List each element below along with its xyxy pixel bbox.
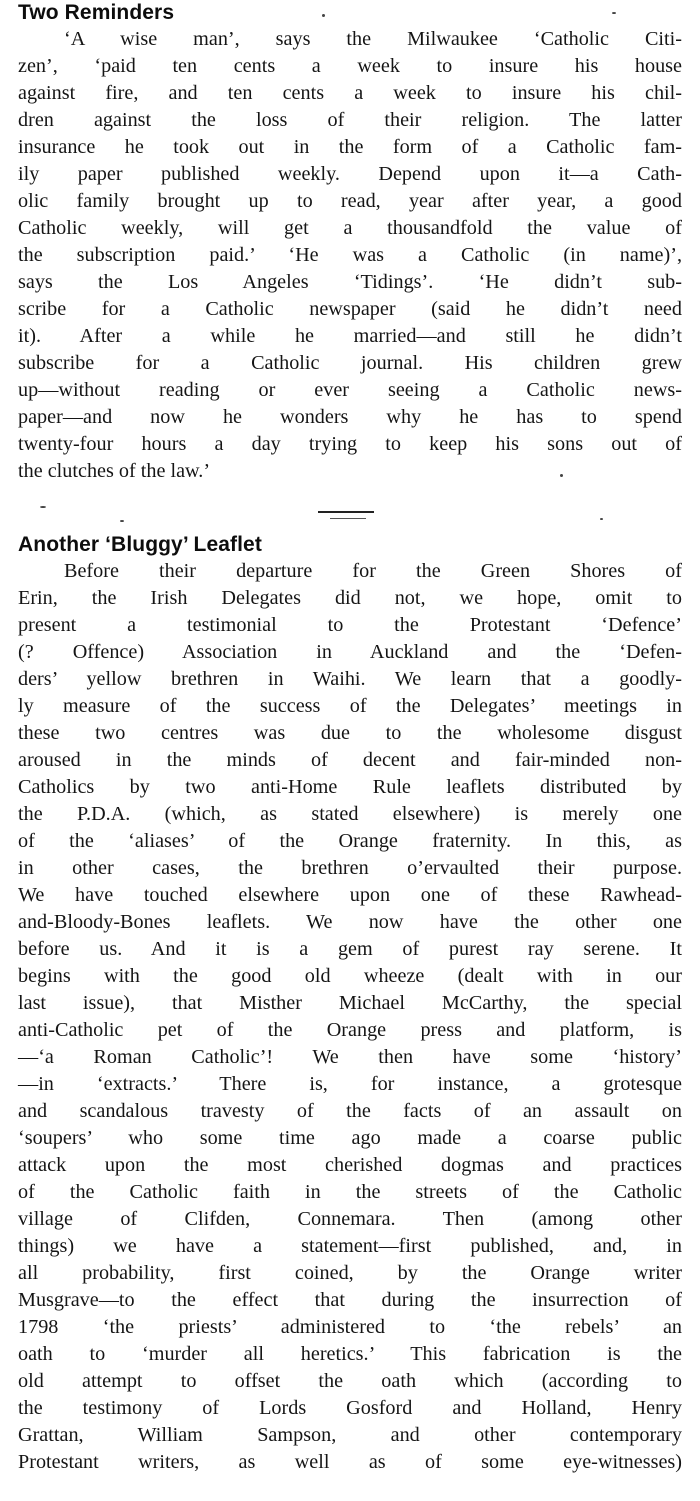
text-line: all probability, first coined, by the Orange writer	[18, 1262, 682, 1284]
text-line: dren against the loss of their religion. The latter	[18, 109, 682, 131]
section-divider-rule-short	[330, 518, 366, 519]
text-line: twenty-four hours a day trying to keep his sons out of	[18, 433, 682, 455]
text-line: ly measure of the success of the Delegates’ meetings in	[18, 695, 682, 717]
article-body	[18, 26, 682, 485]
print-speck	[600, 518, 603, 520]
text-line: ‘A wise man’, says the Milwaukee ‘Catholic Citi-	[64, 28, 682, 50]
text-line: aroused in the minds of decent and fair-minded non-	[18, 749, 682, 771]
text-line: zen’, ‘paid ten cents a week to insure his house	[18, 55, 682, 77]
text-line: anti-Catholic pet of the Orange press and platform, is	[18, 1019, 682, 1041]
text-line: it). After a while he married—and still he didn’t	[18, 325, 682, 347]
text-line: begins with the good old wheeze (dealt with in our	[18, 965, 682, 987]
text-line: these two centres was due to the wholesome disgust	[18, 722, 682, 744]
text-line: ily paper published weekly. Depend upon it—a Cath-	[18, 163, 682, 185]
article-body	[18, 558, 682, 1476]
text-line: (? Offence) Association in Auckland and the ‘Defen-	[18, 641, 682, 663]
text-line: the subscription paid.’ ‘He was a Catholic (in name)’,	[18, 244, 682, 266]
text-line: present a testimonial to the Protestant ‘Defence’	[18, 614, 682, 636]
text-line: and scandalous travesty of the facts of an assault on	[18, 1100, 682, 1122]
print-speck	[40, 506, 46, 508]
text-line: scribe for a Catholic newspaper (said he didn’t need	[18, 298, 682, 320]
text-line: Before their departure for the Green Shores of	[64, 560, 682, 582]
text-line: paper—and now he wonders why he has to spend	[18, 406, 682, 428]
article-another-bluggy-leaflet	[18, 532, 682, 1476]
text-line: up—without reading or ever seeing a Catholic news-	[18, 379, 682, 401]
text-line: against fire, and ten cents a week to insure his chil-	[18, 82, 682, 104]
print-speck	[612, 12, 616, 14]
text-line: oath to ‘murder all heretics.’ This fabrication is the	[18, 1343, 682, 1365]
text-line: ‘soupers’ who some time ago made a coarse public	[18, 1127, 682, 1149]
text-line: Protestant writers, as well as of some eye-witnesses)	[18, 1451, 682, 1473]
text-line: Catholics by two anti-Home Rule leaflets distributed by	[18, 776, 682, 798]
text-line: olic family brought up to read, year after year, a good	[18, 190, 682, 212]
text-line: before us. And it is a gem of purest ray serene. It	[18, 938, 682, 960]
text-line: and-Bloody-Bones leaflets. We now have the other one	[18, 911, 682, 933]
text-line: subscribe for a Catholic journal. His children grew	[18, 352, 682, 374]
text-line: of the Catholic faith in the streets of the Catholic	[18, 1181, 682, 1203]
text-line: old attempt to offset the oath which (according to	[18, 1370, 682, 1392]
text-line: —in ‘extracts.’ There is, for instance, a grotesque	[18, 1073, 682, 1095]
text-line: the testimony of Lords Gosford and Holland, Henry	[18, 1397, 682, 1419]
text-line: things) we have a statement—first published, and, in	[18, 1235, 682, 1257]
text-line: the clutches of the law.’	[18, 460, 211, 482]
text-line: attack upon the most cherished dogmas and practices	[18, 1154, 682, 1176]
text-line: Grattan, William Sampson, and other contemporary	[18, 1424, 682, 1446]
print-speck	[560, 474, 563, 477]
article-two-reminders	[18, 0, 682, 485]
article-heading: Another ‘Bluggy’ Leaflet	[18, 533, 262, 556]
print-speck	[322, 14, 325, 17]
text-line: Erin, the Irish Delegates did not, we hope, omit to	[18, 587, 682, 609]
text-line: 1798 ‘the priests’ administered to ‘the rebels’ an	[18, 1316, 682, 1338]
text-line: ders’ yellow brethren in Waihi. We learn that a goodly-	[18, 668, 682, 690]
article-heading: Two Reminders	[18, 1, 175, 24]
text-line: the P.D.A. (which, as stated elsewhere) is merely one	[18, 803, 682, 825]
print-speck	[120, 520, 124, 522]
text-line: last issue), that Misther Michael McCarthy, the special	[18, 992, 682, 1014]
text-line: —‘a Roman Catholic’! We then have some ‘history’	[18, 1046, 682, 1068]
text-line: Catholic weekly, will get a thousandfold the value of	[18, 217, 682, 239]
text-line: We have touched elsewhere upon one of these Rawhead-	[18, 884, 682, 906]
text-line: Musgrave—to the effect that during the insurrection of	[18, 1289, 682, 1311]
text-line: village of Clifden, Connemara. Then (among other	[18, 1208, 682, 1230]
text-line: of the ‘aliases’ of the Orange fraternity. In this, as	[18, 830, 682, 852]
text-line: in other cases, the brethren o’ervaulted their purpose.	[18, 857, 682, 879]
text-line: says the Los Angeles ‘Tidings’. ‘He didn’t sub-	[18, 271, 682, 293]
section-divider-rule	[318, 511, 374, 513]
text-line: insurance he took out in the form of a Catholic fam-	[18, 136, 682, 158]
